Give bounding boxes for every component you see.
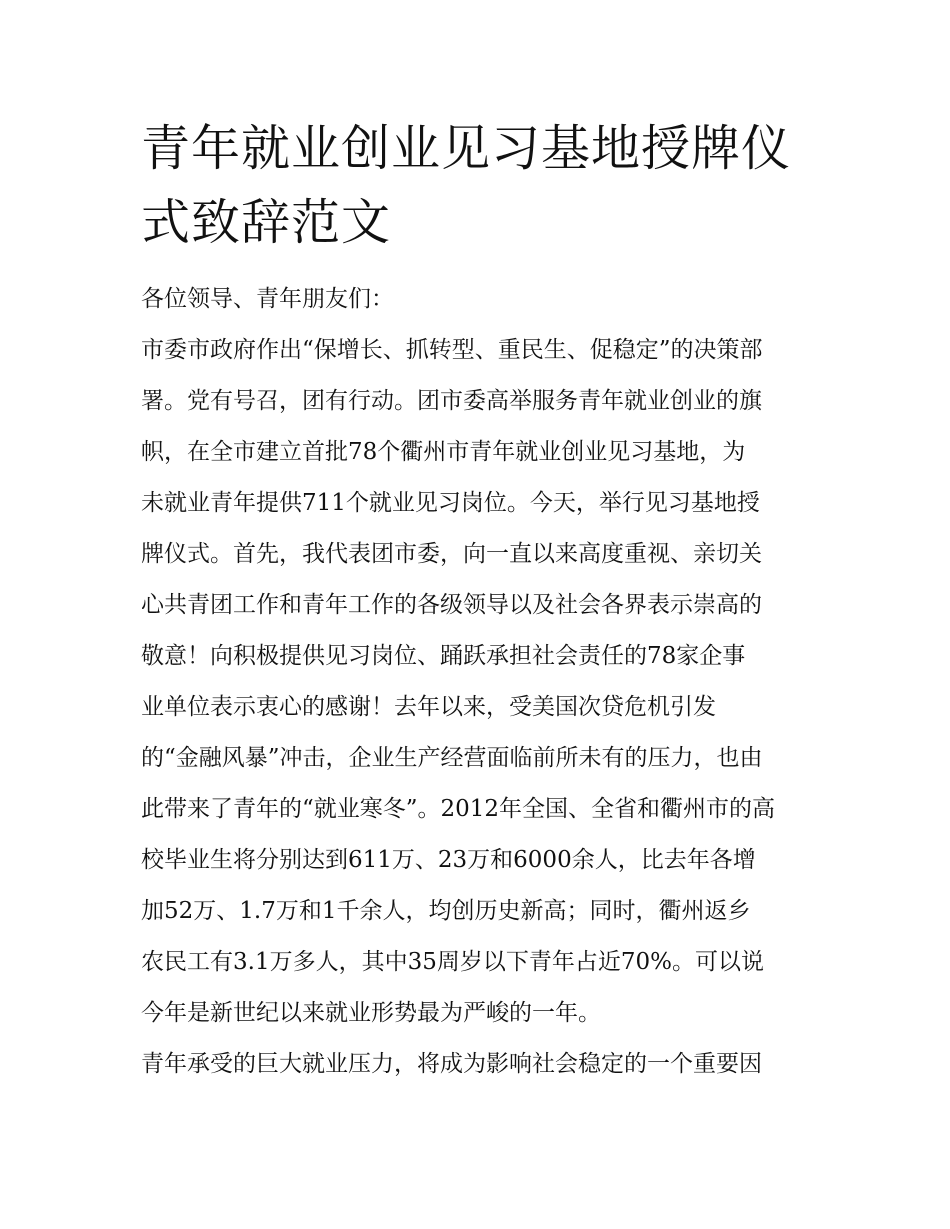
paragraph-line: 此带来了青年的“就业寒冬”。2012年全国、全省和衢州市的高 (141, 796, 776, 822)
paragraph-line: 加52万、1.7万和1千余人，均创历史新高；同时，衢州返乡 (141, 898, 751, 924)
paragraph-line: 校毕业生将分别达到611万、23万和6000余人，比去年各增 (141, 847, 756, 873)
paragraph-line: 牌仪式。首先，我代表团市委，向一直以来高度重视、亲切关 (141, 541, 762, 567)
paragraph-line: 署。党有号召，团有行动。团市委高举服务青年就业创业的旗 (141, 388, 762, 414)
document-content (141, 112, 821, 1090)
paragraph-line: 业单位表示衷心的感谢！去年以来，受美国次贷危机引发 (141, 694, 716, 720)
paragraph-line: 心共青团工作和青年工作的各级领导以及社会各界表示崇高的 (141, 592, 762, 618)
title-line: 式致辞范文 (141, 194, 392, 251)
paragraph-line: 的“金融风暴”冲击，企业生产经营面临前所未有的压力，也由 (141, 745, 763, 771)
body-paragraph-1 (141, 325, 821, 1039)
greeting-paragraph (141, 274, 821, 325)
paragraph-line: 今年是新世纪以来就业形势最为严峻的一年。 (141, 1000, 601, 1026)
greeting-line: 各位领导、青年朋友们： (141, 286, 394, 312)
paragraph-line: 帜，在全市建立首批78个衢州市青年就业创业见习基地，为 (141, 439, 746, 465)
document-body (141, 274, 821, 1090)
paragraph-line: 青年承受的巨大就业压力，将成为影响社会稳定的一个重要因 (141, 1051, 762, 1077)
body-paragraph-2 (141, 1039, 821, 1090)
paragraph-line: 未就业青年提供711个就业见习岗位。今天，举行见习基地授 (141, 490, 760, 516)
document-title (141, 112, 821, 260)
title-line: 青年就业创业见习基地授牌仪 (141, 120, 792, 177)
paragraph-line: 农民工有3.1万多人，其中35周岁以下青年占近70%。可以说 (141, 949, 764, 975)
paragraph-line: 市委市政府作出“保增长、抓转型、重民生、促稳定”的决策部 (141, 337, 763, 363)
paragraph-line: 敬意！向积极提供见习岗位、踊跃承担社会责任的78家企事 (141, 643, 746, 669)
